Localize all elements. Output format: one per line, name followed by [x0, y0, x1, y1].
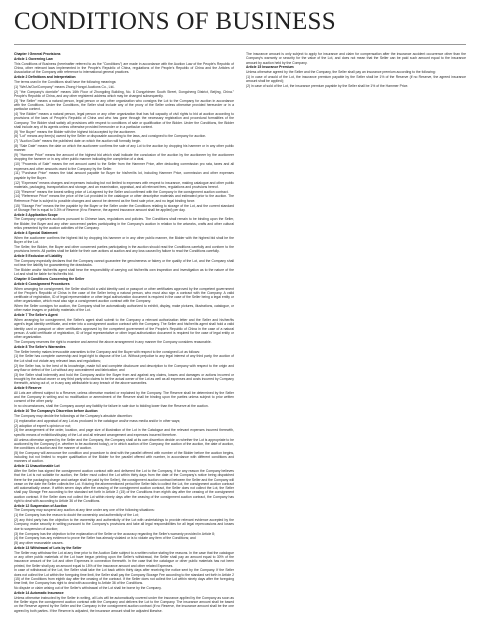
body-paragraph: This Conditions of Business (hereinafter referred to as the "Conditions") are made in accordance with the Auction Law of the People's Republic of China, other relevant laws implemented in the People's Republic of China, regulations of the People's Republic of China and the Articles of Association of the Company with reference to international general practices. — [14, 61, 234, 75]
body-paragraph: (3) "the Seller" means a natural person, legal person or any other organization who consigns the Lot to the Company for auction in accordance with the Conditions. Under the Conditions, the Seller shall include any of the proxy of the Seller unless otherwise provided hereunder or in a particular context. — [14, 98, 234, 112]
body-paragraph: After the Seller has signed the consignment auction contract with and delivered the Lot to the Company, if for any reason the Company believes that the Lot is not suitable for auction, the Seller must collect the Lot within thirty days from the date of the Company's notice being dispatched there for the packaging charge and cartage shall be paid by the Seller), the consignment auction contract between the Seller and the Company will cease on the date the Seller collects the Lot. If during the aforementioned period the Seller fails to collect the Lot, the consignment auction contract will automatically cease. If within seven days after the ceasing of the consignment auction contract, the Seller does not collect the Lot, the Seller shall pay Storage Fee according to the standard set forth in Article 2 (15) of the Conditions from eighth day after the ceasing of the consignment auction contract. If the Seller does not collect the Lot within ninety days after the ceasing of the consignment auction contract, the Company has right to deal with according to Article 36 of the Conditions. — [14, 469, 234, 503]
body-paragraph: The Bidder and/or his/her/its agent shall bear the responsibility of carrying out his/her/its own inspection and investigation as to the nature of the Lot and shall be liable for his/her/its bid. — [14, 267, 234, 277]
body-paragraph: (2) the Seller has, to the best of its knowledge, made full and complete disclosure and description to the Company with respect to the origin and any flaw or defect of the Lot without any concealment and fabrication; and — [14, 363, 234, 372]
body-paragraph: (8) "Sale Date" means the date on which the auctioneer confirms the sale of any Lot to the auction by dropping his hammer or in any other public manner. — [14, 144, 234, 153]
section-heading: Chapter I General Provisions — [14, 52, 61, 56]
section-heading: Article 10 The Company's Discretion before Auction — [14, 409, 98, 414]
section-heading: Article 2 Definitions and Interpretation — [14, 75, 76, 80]
body-paragraph: In case of withdrawal of the Lot, the Seller shall take the Lot back within thirty days after receiving the notice sent by the Company. If the Seller does not collect the Lot within the foregoing time limit, the Seller shall pay the Company Storage Fee according to the standard set forth in Article 2 (15) of the Conditions from eighth day after the ceasing of the contract. If the Seller does not collect the Lot within ninety days after the foregoing time limit, the Company has right to deal with according to Article 36 of the Conditions. — [14, 568, 234, 586]
section-heading: Article 3 Application Scope — [14, 212, 58, 217]
body-paragraph: (1) the Seller has complete ownership and legal right to dispose of the Lot. Without prejudice to any legal interest of any third party, the auction of the Lot shall not violate any relevant laws and regulations; — [14, 354, 234, 363]
body-paragraph: (15) "Storage Fee" means the fee payable by the Buyer or the Seller under the Conditions relating to storage of the Lot, and the current standard of Storage Fee is equal to 0.3% of Reserve (if no Reserve, the agreed insurance amount shall be applied) per day. — [14, 203, 234, 212]
section-heading: Article 8 The Seller's Warranties — [14, 344, 66, 349]
body-paragraph: All Lots are offered subject to a Reserve, unless otherwise marked or explained by the Company. The Reserve shall be determined by the Seller and the Company in writing and no modification or amendment of the Reserve shall be binding upon the parties unless subject to prior written consent of the other party. — [14, 390, 234, 404]
section-heading: Article 9 Reserve — [14, 386, 42, 390]
body-paragraph: (3) the arrangement of the order, location, and page size of illustration of the Lot in the Catalogue and the relevant expenses incurred therewith, specific means of exhibition/display of the Lot and all relevant arrangement and expenses incurred therefore. — [14, 428, 234, 437]
body-paragraph: The Company may decide the followings at the Company's absolute discretion: — [14, 413, 133, 418]
section-heading: Article 15 Insurance Premium — [246, 65, 294, 70]
body-paragraph: The Company reserves the right to examine and amend the above arrangement in any manner the Company considers reasonable. — [14, 339, 212, 344]
section-heading: Article 4 Special Statement — [14, 230, 58, 235]
section-heading: Article 6 Consignment Procedures — [14, 281, 70, 286]
body-paragraph: (6) "Lot" means any item(s) owned by the Seller or disposable according to the laws, and consigned to the Company for auction. — [14, 134, 207, 139]
body-paragraph: No dispute or claim arising out of the Seller's withdrawal of the Lot shall be borne by the Company. — [14, 586, 162, 591]
body-paragraph: (2) any third party has the objection to the ownership and authenticity of the Lot with undertakings to provide relevant evidence accepted by the Company, make security in writing pursuant to the Company's provisions and take all legal responsibilities for all legal repercussions and losses due to suspension of auction; — [14, 518, 234, 531]
body-paragraph: (3) the Seller shall indemnify and hold the Company and/or the Buyer from and against any claims, losses and damages or actions incurred or brought by the actual owner or any third party who claims to be the actual owner of the Lot as well as all expenses and costs incurred by Company therewith, arising out of, or in any way attributable to any breach of the above warranties. — [14, 372, 234, 386]
body-paragraph: (2) "the Company's domicile" means 16th Floor of Zhongding Building, No. 8 Dongzhimen South Street, Dongcheng District, Beijing, China." People's Republic of China, and any other registered address which may be changed subsequently. — [14, 89, 234, 98]
body-paragraph: The Seller hereby makes irrevocable warranties to the Company and the Buyer with respect to the consigned Lot as follows: — [14, 349, 201, 354]
body-paragraph: (11) "Purchase Price" means the total amount payable for Buyer for his/her/its lot, including Hammer Price, commission and other expenses payable by the Buyer. — [14, 171, 234, 180]
body-paragraph: (10) "Proceeds of Sale" means the net amount owed to the Seller from the Hammer Price, after deducting commission pro rata, taxes and all expenses and other amounts owed to the Company by the Seller. — [14, 162, 234, 171]
body-paragraph: (5) the Company will announce the condition and procedure to deal with the parallel offered with number of the Bidder before the auction begins, including but not limited to require qualification of the Bidder for the parallel offered with number, in accordance with different conditions and manners of auction. — [14, 450, 234, 464]
body-paragraph: Unless otherwise instructed by the Seller in writing, all Lots will be automatically covered under the insurance applied by the Company as soon as the Seller signs the consignment auction contract with the Company and delivers the Lot to the Company. The insurance amount shall be based on the Reserve agreed by the Seller and the Company in the consignment auction contract (if no Reserve, the insurance amount shall be the one agreed by both parties. If the Reserve is adjusted, the insurance amount shall be adjusted likewise. — [14, 595, 234, 613]
body-paragraph: (7) "Auction Date" means the published date on which the auction will formally begin. — [14, 139, 142, 144]
body-paragraph: The Seller, the Bidder, the Buyer and other concerned parties participating in the auction should read the Conditions carefully and conform to the provisions herein. All parties shall be liable for their own actions at auction and any loss caused by failure to read the Conditions carefully. — [14, 244, 234, 253]
body-paragraph: The Seller may withdraw the Lot at any time prior to the Auction Date subject to a written notice stating the reasons. In the case that the catalogue or any other public materials of the Lot have begun printing upon the Seller's withdrawal, the Seller shall pay an amount equal to 30% of the insurance amount of the Lot and other Expenses in connection therewith. In the case that the catalogue or other public materials has not been printed, the Seller shall pay an amount equal to 15% of the insurance amount and other related Expenses. — [14, 550, 234, 568]
body-paragraph: (4) "the Bidder" means a natural person, legal person or any other organization that has full capacity of civil rights to bid at auction according to provisions of the laws of People's Republic of China and who has gone through the necessary registration and procedural formalities of the Company. The Bidder shall satisfy all provisions with respect to conditions of sale or qualification of the Bidder. Under the Conditions, the Bidder shall include any of its agents unless otherwise provided hereunder or in a particular context. — [14, 112, 234, 129]
section-heading: Article 14 Automatic Insurance — [14, 590, 64, 595]
body-paragraph: When arranging for consignment, the Seller's agent shall submit to the Company a relevant authorization letter and the Seller and his/her/its agent's legal identity certificate, and enter into a consignment auction contract with the Company. The Seller and his/her/its agent shall hold a valid identity card or passport or other certificates approved by the competent government of the People's Republic of China in the case of a natural person. A valid certificate of registration, ID of legal representative or other legal authorization document is required for the case of legal entity or other organization. — [14, 318, 234, 340]
body-paragraph: (13) "Reserve" means the lowest selling price of Lot agreed by the Seller and confirmed with the Company in the consignment auction contract. — [14, 189, 229, 194]
body-paragraph: The insurance amount is only subject to apply for insurance and claim for compensation after the insurance accident occurrence other than the Company's warranty or security for the value of the Lot, and does not mean that the Seller can be paid such amount equal to the insurance amount by auction held by the Company. — [246, 52, 466, 65]
body-paragraph: (1) the Company has the reason to doubt the ownership and authenticity of the Lot; — [14, 513, 139, 518]
body-paragraph: (4) the Company has any evidence to prove the Seller has already violated or is to violate any item of the Conditions; and — [14, 536, 196, 541]
body-paragraph: When the auctioneer confirms the highest bid by dropping his hammer or in any other public manner, the Bidder with the highest bid shall be the Buyer of the Lot. — [14, 235, 234, 244]
body-paragraph: The Company may suspend any auction at any time under any one of the following situations: — [14, 508, 155, 513]
body-paragraph: All unless otherwise agreed by the Seller and the Company, the Company shall at its own discretion decide on whether the Lot is appropriate to be auctioned by the Company (i.e. whether to be auctioned today), or in which auction of the Company, the auction of the auction, the date of auction, the conditions of auction and the manner of auction. — [14, 437, 234, 450]
body-paragraph: (1) in case of unsold of the Lot, the insurance premium payable by the Seller shall be 1% of the Reserve (if no Reserve, the agreed insurance amount shall be applied); — [246, 75, 466, 84]
title-divider — [14, 44, 466, 45]
body-paragraph: (3) the Company has the objection to the explanation of the Seller or the accuracy regarding the Seller's warranty provided in Article 8; — [14, 531, 215, 536]
body-paragraph: Unless otherwise agreed by the Seller and the Company, the Seller shall pay an insurance premium according to the following: — [246, 70, 436, 75]
body-paragraph: When the Seller consigns for auction, the Company shall be automatically authorized to exhibit, display, make pictures, illustrations, catalogue, or other make images or publicity materials of the Lot. — [14, 304, 234, 313]
section-heading: Chapter II Conditions Concerning the Seller — [14, 276, 85, 281]
body-paragraph: (12) "Expenses" means charges and expenses including but not limited to expenses with respect to insurance, making catalogue and other public materials, packaging, transportation and storage, and an examination, appraisal, and all relevant fees, regulations and provisions hereof. — [14, 180, 234, 189]
body-paragraph: In no circumstances, shall the Company accept any liability for failure in sale due to bidding lower than the Reserve at the auction. — [14, 404, 209, 409]
section-heading: Article 13 Withdrawal of Lots by the Seller — [14, 546, 82, 551]
section-heading: Article 11 Unauctionable Lot — [14, 464, 60, 469]
body-paragraph: The Company especially declares that the Company cannot guarantee the genuineness or fakery or the quality of the Lot, and the Company shall not bear the liability for guaranteeing the drawbacks. — [14, 258, 234, 267]
body-paragraph: (5) any other reasonable causes. — [14, 541, 64, 546]
section-heading: Article 1 Governing Law — [14, 56, 53, 61]
body-paragraph: (14) "Reference Price" means the price of the Lot provided in the catalogue or other descriptive materials and estimated prior to the auction. The Reference Price is subject to possible changes and cannot be deemed as the fixed sale price, and no legal binding force. — [14, 194, 234, 203]
section-heading: Article 7 The Seller's Agent — [14, 313, 58, 318]
body-paragraph: (9) "Hammer Price" means the amount of the highest bid which shall indicate the conclusion of the auction by the auctioneer by the auctioneer dropping the hammer or in any other public manner indicating the completion of a deal. — [14, 153, 234, 162]
section-heading: Article 12 Suspension of Auction — [14, 503, 68, 508]
body-paragraph: When arranging for consignment, the Seller shall hold a valid identity card or passport or other certificates approved by the competent government of the People's Republic of China in the case of the Seller being a natural person, who must also sign a contract with the Company. A valid certificate of registration, ID of legal representative or other legal authorization document is required in the case of the Seller being a legal entity or other organization, which must also sign a consignment auction contract with the Company. — [14, 286, 234, 304]
body-paragraph: The Company organizes auctions pursuant to Chinese laws, regulations and policies. The Conditions shall remain to be binding upon the Seller, the Bidder, the Buyer and any other concerned parties participating in the Company's auction in relation to the artworks, crafts and other cultural relics presented by the auction activities of the Company. — [14, 217, 234, 230]
body-paragraph: (2) adoption of expert's opinion or not; — [14, 423, 72, 428]
body-text-columns — [14, 52, 466, 620]
page-title: CONDITIONS OF BUSINESS — [14, 8, 336, 35]
body-paragraph: The terms used in the Conditions shall have the following meanings: — [14, 79, 117, 84]
body-paragraph: (1) "We/Us/Our/Company" means Zhong Hongxi Auctions Co., Ltd.. — [14, 84, 116, 89]
body-paragraph: (1) explanation and appraisal of any Lot as produced in the catalogue and/or mass media and/or in other ways; — [14, 418, 181, 423]
body-paragraph: (2) in case of sold of the Lot, the insurance premium payable by the Seller shall be 1% of the Hammer Price. — [246, 84, 409, 89]
section-heading: Article 5 Exclusion of Liability — [14, 253, 63, 258]
body-paragraph: (5) "the Buyer" means the Bidder with the highest bid accepted by the auctioneer. — [14, 129, 136, 134]
